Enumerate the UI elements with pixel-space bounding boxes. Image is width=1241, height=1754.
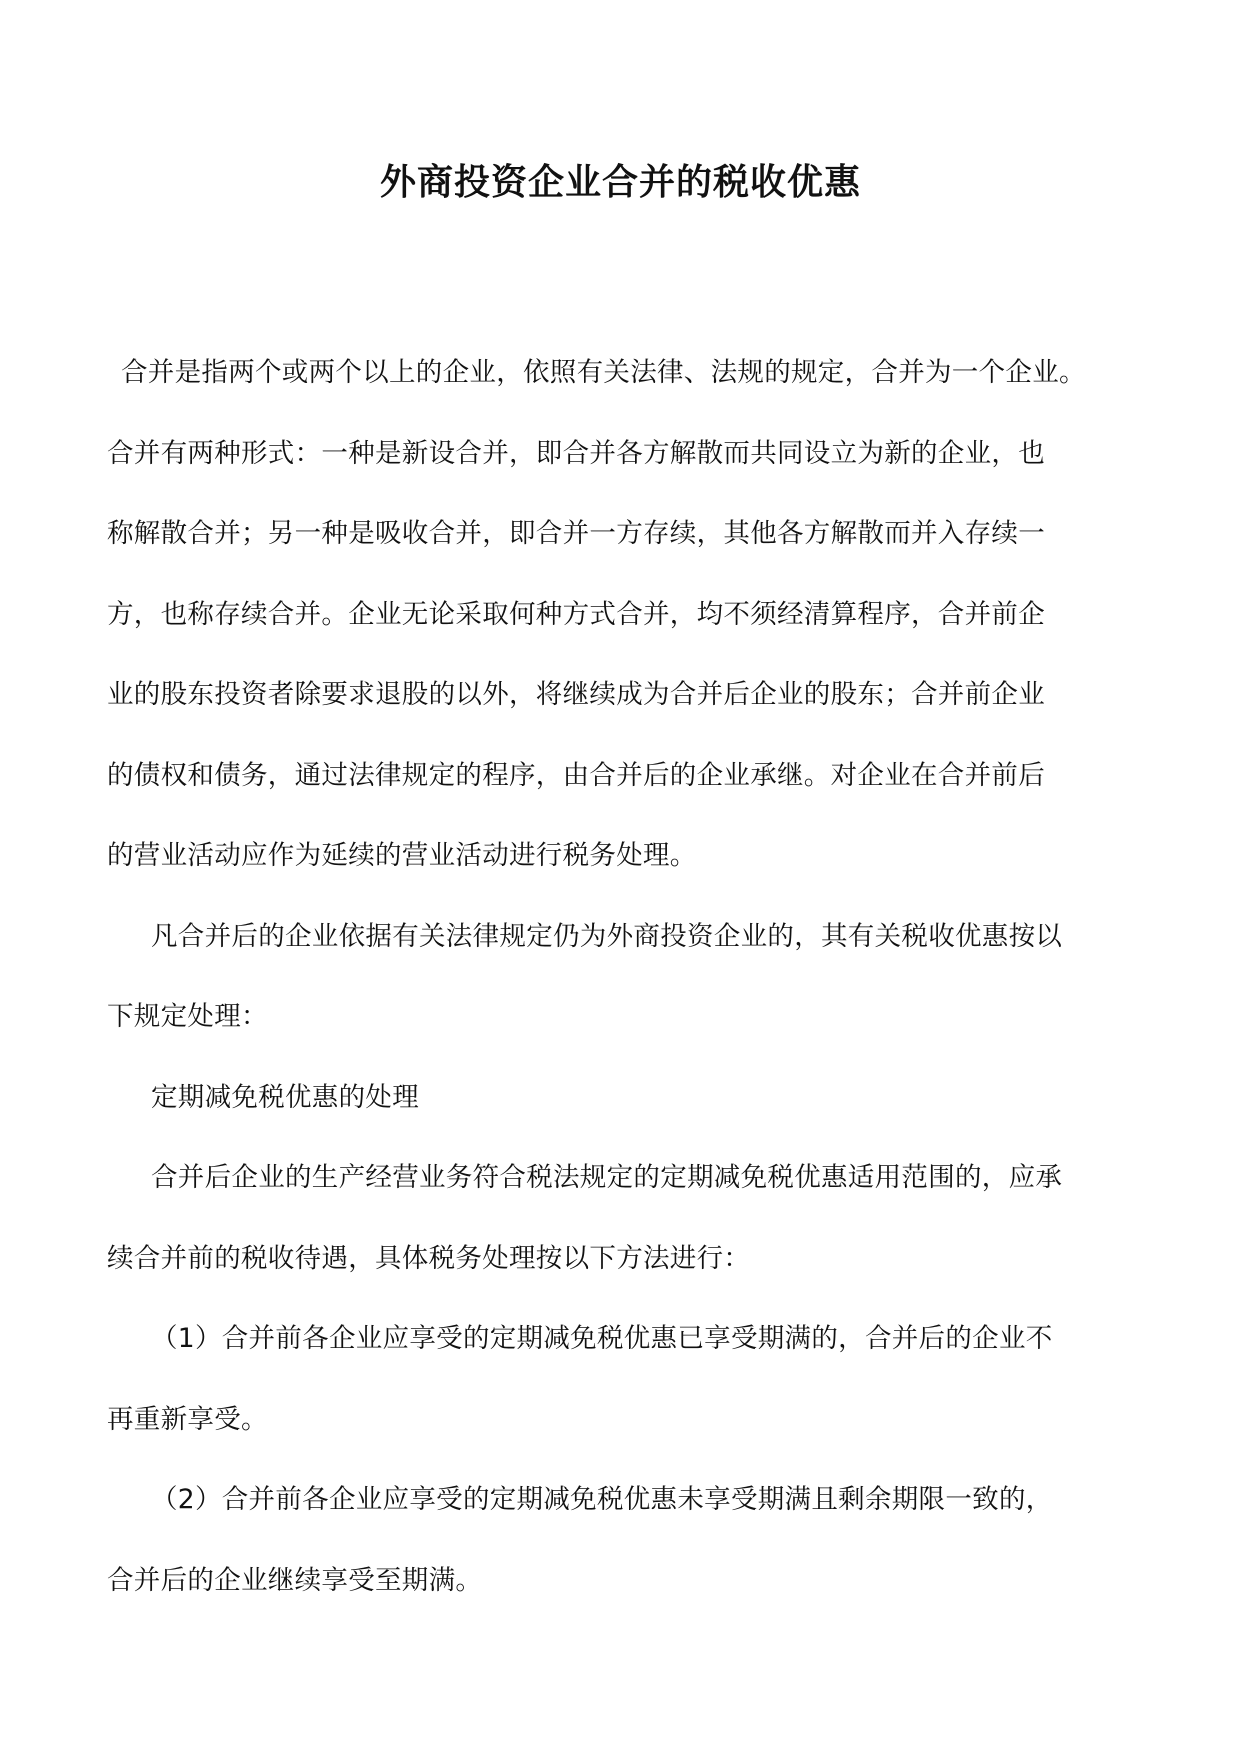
document-title: 外商投资企业合并的税收优惠: [379, 162, 861, 203]
paragraph-merger-definition-line-4: 方，也称存续合并。企业无论采取何种方式合并，均不须经清算程序，合并前企: [107, 598, 1045, 630]
list-item-1-line-2: 再重新享受。: [107, 1403, 268, 1435]
paragraph-periodic-exemption-line-2: 续合并前的税收待遇，具体税务处理按以下方法进行：: [107, 1242, 751, 1274]
paragraph-tax-preference-line-1: 凡合并后的企业依据有关法律规定仍为外商投资企业的，其有关税收优惠按以: [151, 920, 1063, 952]
document-body: [107, 333, 1137, 1621]
paragraph-tax-preference-line-2: 下规定处理：: [107, 1001, 268, 1032]
list-item-1-line-1: （1）合并前各企业应享受的定期减免税优惠已享受期满的，合并后的企业不: [151, 1323, 1053, 1354]
paragraph-merger-definition-line-7: 的营业活动应作为延续的营业活动进行税务处理。: [107, 840, 697, 871]
paragraph-merger-definition-line-5: 业的股东投资者除要求退股的以外，将继续成为合并后企业的股东；合并前企业: [107, 679, 1045, 710]
paragraph-merger-definition-line-3: 称解散合并；另一种是吸收合并，即合并一方存续，其他各方解散而并入存续一: [107, 518, 1045, 549]
paragraph-periodic-exemption-line-1: 合并后企业的生产经营业务符合税法规定的定期减免税优惠适用范围的，应承: [151, 1162, 1063, 1193]
paragraph-merger-definition-line-2: 合并有两种形式：一种是新设合并，即合并各方解散而共同设立为新的企业，也: [107, 437, 1045, 469]
section-heading-periodic-exemption: 定期减免税优惠的处理: [151, 1081, 419, 1113]
paragraph-merger-definition-line-6: 的债权和债务，通过法律规定的程序，由合并后的企业承继。对企业在合并前后: [107, 759, 1045, 791]
list-item-2-line-1: （2）合并前各企业应享受的定期减免税优惠未享受期满且剩余期限一致的，: [151, 1484, 1053, 1515]
paragraph-merger-definition-line-1: 合并是指两个或两个以上的企业，依照有关法律、法规的规定，合并为一个企业。: [121, 357, 1086, 388]
list-item-2-line-2: 合并后的企业继续享受至期满。: [107, 1564, 483, 1596]
